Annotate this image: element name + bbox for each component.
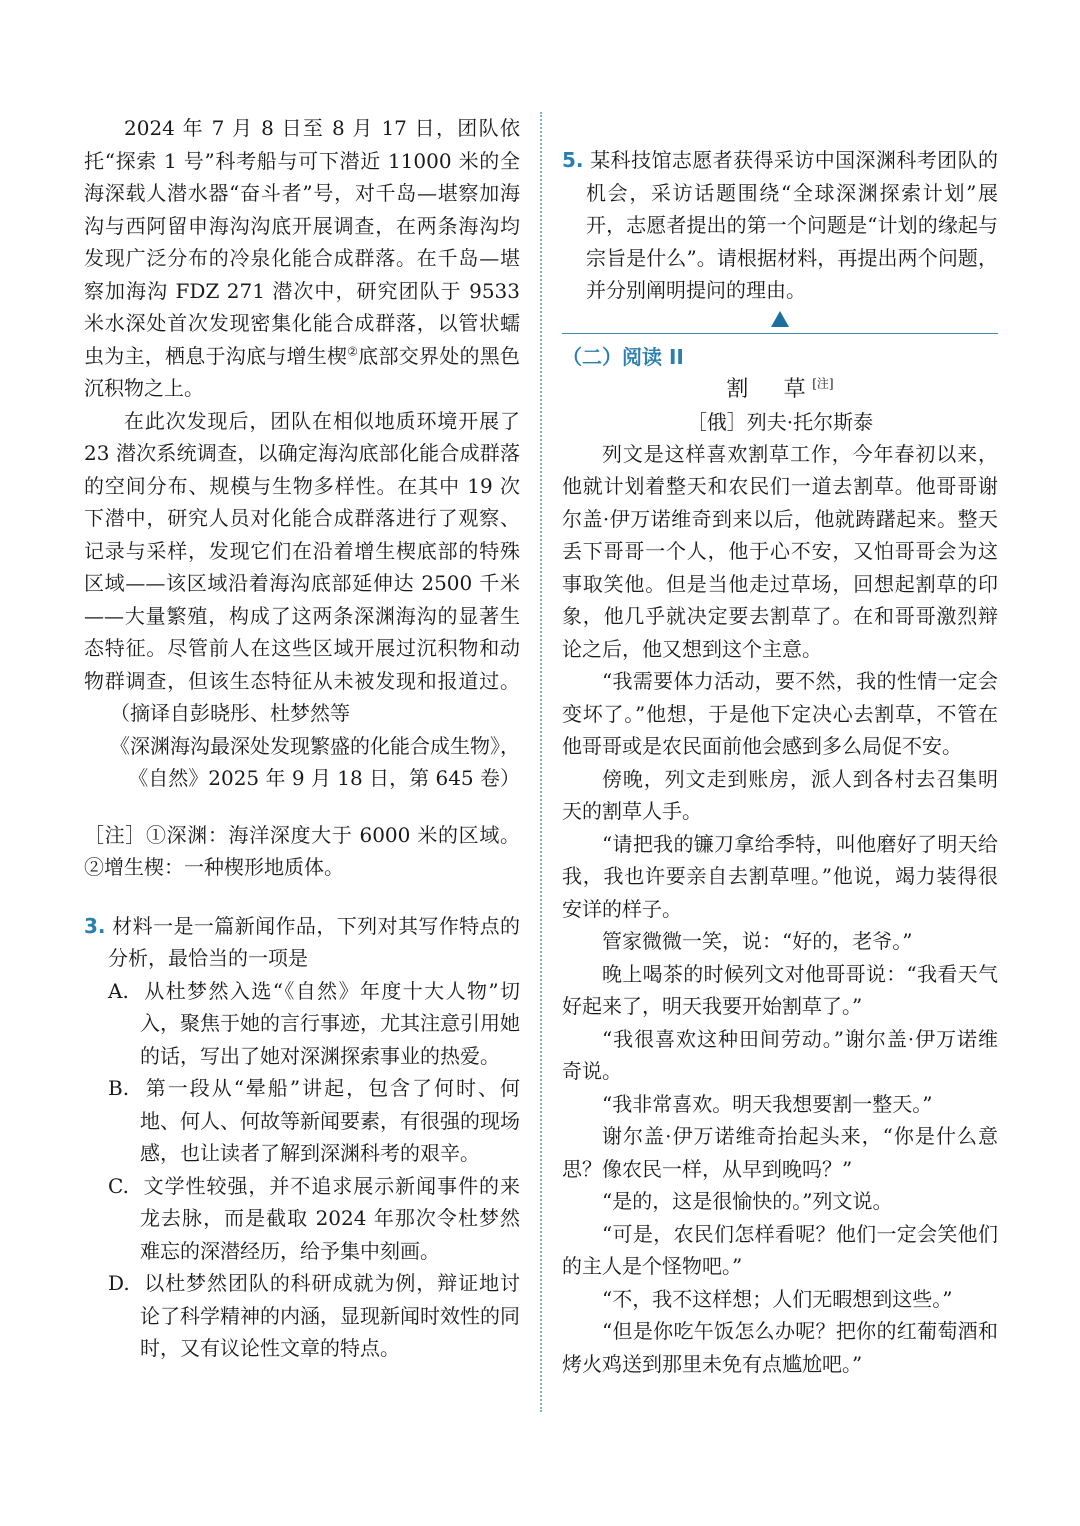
section-rule xyxy=(562,333,998,334)
section-end-marker xyxy=(562,311,998,333)
column-divider xyxy=(540,112,542,1412)
material-paragraph-1: 2024 年 7 月 8 日至 8 月 17 日，团队依托“探索 1 号”科考船与可下潜近 11000 米的全海深载人潜水器“奋斗者”号，对千岛—堪察加海沟与西阿留申海沟沟底开展调查，在两条海沟均发现广泛分布的冷泉化能合成群落。在千岛—堪察加海沟 FDZ 271 潜次中，研究团队于 9533 米水深处首次发现密集化能合成群落，以管状蠕虫为主，栖息于沟底与增生楔②底部交界处的黑色沉积物之上。 xyxy=(84,116,521,400)
story-paragraph: “我很喜欢这种田间劳动。”谢尔盖·伊万诺维奇说。 xyxy=(562,1026,998,1083)
story-paragraph: 傍晚，列文走到账房，派人到各村去召集明天的割草人手。 xyxy=(562,766,998,823)
option-c: C. 文学性较强，并不追求展示新闻事件的来龙去脉，而是截取 2024 年那次令杜梦然难忘的深潜经历，给予集中刻画。 xyxy=(108,1173,521,1263)
story-paragraph: “可是，农民们怎样看呢？他们一定会笑他们的主人是个怪物吧。” xyxy=(562,1221,998,1278)
question-5 xyxy=(562,144,998,307)
story-paragraph: “是的，这是很愉快的。”列文说。 xyxy=(602,1189,893,1213)
story-paragraph: “我非常喜欢。明天我想要割一整天。” xyxy=(602,1091,933,1116)
story-author: ［俄］列夫·托尔斯泰 xyxy=(686,409,874,434)
story-title: 割 草[注] xyxy=(726,376,834,402)
left-column xyxy=(84,112,520,1365)
story-paragraph: 列文是这样喜欢割草工作，今年春初以来，他就计划着整天和农民们一道去割草。他哥哥谢尔盖·伊万诺维奇到来以后，他就踌躇起来。整天丢下哥哥一个人，他于心不安，又怕哥哥会为这事取笑他。但是当他走过草场，回想起割草的印象，他几乎就决定要去割草了。在和哥哥激烈辩论之后，他又想到这个主意。 xyxy=(562,441,998,661)
triangle-icon xyxy=(771,311,789,327)
question-3-number: 3. xyxy=(84,913,106,938)
option-a: A. 从杜梦然入选“《自然》年度十大人物”切入，聚焦于她的言行事迹，尤其注意引用她的话，写出了她对深渊探索事业的热爱。 xyxy=(108,978,521,1068)
option-b: B. 第一段从“晕船”讲起，包含了何时、何地、何人、何故等新闻要素，有很强的现场感，也让读者了解到深渊科考的艰辛。 xyxy=(108,1076,521,1165)
story-title-note: [注] xyxy=(812,376,834,391)
question-3-stem: 3. 材料一是一篇新闻作品，下列对其写作特点的分析，最恰当的一项是 xyxy=(84,913,520,970)
story-paragraph: “我需要体力活动，要不然，我的性情一定会变坏了。”他想，于是他下定决心去割草，不管在他哥哥或是农民面前他会感到多么局促不安。 xyxy=(562,669,998,758)
story-paragraph: 晚上喝茶的时候列文对他哥哥说：“我看天气好起来了，明天我要开始割草了。” xyxy=(562,961,998,1018)
question-3 xyxy=(84,910,520,1365)
story-paragraph: 管家微微一笑，说：“好的，老爷。” xyxy=(602,929,913,953)
question-5-stem: 5. 某科技馆志愿者获得采访中国深渊科考团队的机会，采访话题围绕“全球深渊探索计划”展开，志愿者提出的第一个问题是“计划的缘起与宗旨是什么”。请根据材料，再提出两个问题，并分别阐明提问的理由。 xyxy=(562,148,998,302)
story-paragraph: “不，我不这样想；人们无暇想到这些。” xyxy=(602,1286,953,1311)
story-paragraph: “但是你吃午饭怎么办呢？把你的红葡萄酒和烤火鸡送到那里未免有点尴尬吧。” xyxy=(562,1319,998,1376)
question-5-number: 5. xyxy=(562,148,584,172)
material-paragraph-2: 在此次发现后，团队在相似地质环境开展了 23 潜次系统调查，以确定海沟底部化能合成群落的空间分布、规模与生物多样性。在其中 19 次下潜中，研究人员对化能合成群落进行了观察、记录与采样，发现它们在沿着增生楔底部的特殊区域——该区域沿着海沟底部延伸达 2500 千米——大量繁殖，构成了这两条深渊海沟的显著生态特征。尽管前人在这些区域开展过沉积物和动物群调查，但该生态特征从未被发现和报道过。（摘译自彭晓彤、杜梦然等 xyxy=(84,408,520,725)
section-heading: （二）阅读 II xyxy=(562,344,684,369)
right-column xyxy=(562,112,998,1380)
story-paragraph: 谢尔盖·伊万诺维奇抬起头来，“你是什么意思？像农民一样，从早到晚吗？” xyxy=(562,1124,998,1181)
footnote: ［注］①深渊：海洋深度大于 6000 米的区域。②增生楔：一种楔形地质体。 xyxy=(84,822,520,879)
citation: 《深渊海沟最深处发现繁盛的化能合成生物》，《自然》2025 年 9 月 18 日，第 645 卷） xyxy=(110,733,520,790)
citation-inline: （摘译自彭晓彤、杜梦然等 xyxy=(110,701,350,725)
story-paragraph: “请把我的镰刀拿给季特，叫他磨好了明天给我，我也许要亲自去割草哩。”他说，竭力装得很安详的样子。 xyxy=(562,831,998,921)
option-d: D. 以杜梦然团队的科研成就为例，辩证地讨论了科学精神的内涵，显现新闻时效性的同时，又有议论性文章的特点。 xyxy=(108,1271,521,1360)
